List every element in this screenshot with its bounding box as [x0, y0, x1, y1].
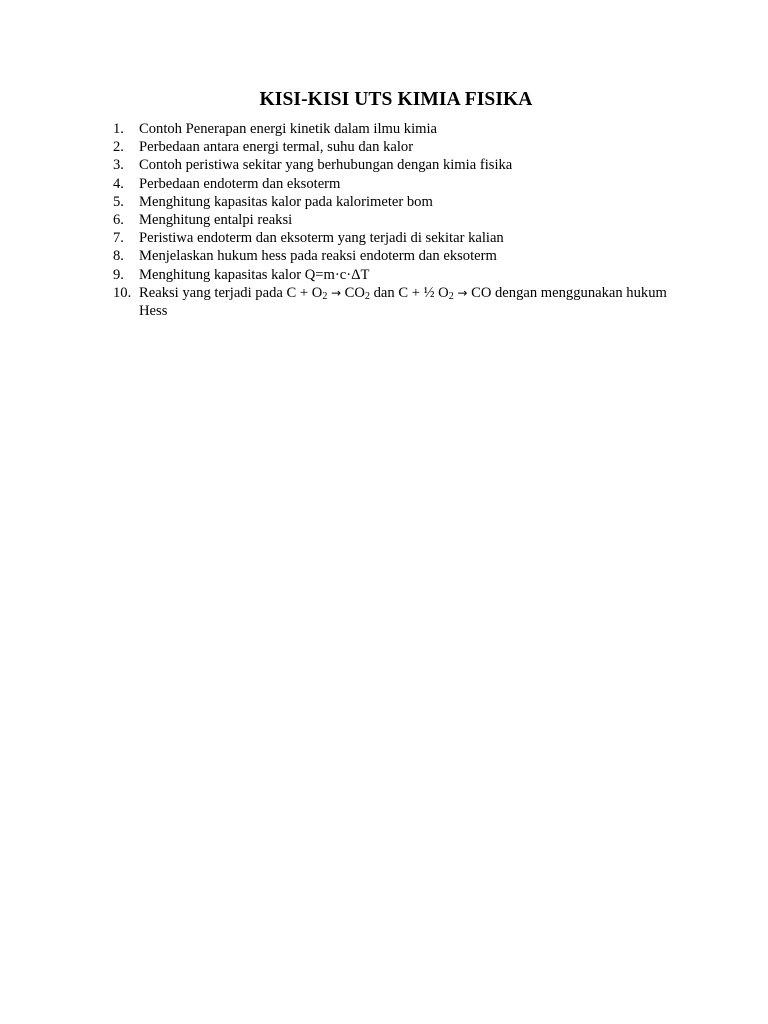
- list-item: [113, 266, 683, 284]
- item-text: Perbedaan antara energi termal, suhu dan kalor: [139, 139, 414, 156]
- list-item: [113, 229, 683, 247]
- subscript: 2: [448, 290, 454, 302]
- item-text: Menghitung entalpi reaksi: [139, 212, 293, 229]
- list-item: [113, 193, 683, 211]
- item-text: Peristiwa endoterm dan eksoterm yang terjadi di sekitar kalian: [139, 230, 504, 247]
- item-text: Menghitung kapasitas kalor Q=m·c·ΔT: [139, 266, 370, 283]
- list-item: [113, 284, 683, 320]
- item-number: 5.: [113, 193, 124, 210]
- item-text: Contoh Penerapan energi kinetik dalam ilmu kimia: [139, 121, 438, 137]
- subscript: 2: [364, 290, 370, 302]
- item-number: 6.: [113, 212, 124, 229]
- reaction-text-part: Reaksi yang terjadi pada C + O: [139, 284, 323, 301]
- item-number: 4.: [113, 175, 124, 192]
- item-text: Perbedaan endoterm dan eksoterm: [139, 175, 341, 192]
- list-item: [113, 138, 683, 156]
- item-number: 7.: [113, 230, 124, 247]
- item-text: Menjelaskan hukum hess pada reaksi endoterm dan eksoterm: [139, 248, 497, 265]
- list-item: [113, 156, 683, 174]
- reaction-text-part: CO dengan menggunakan hukum Hess: [139, 284, 667, 320]
- reaction-arrow: →: [457, 285, 468, 300]
- item-number: 3.: [113, 157, 124, 174]
- item-number: 8.: [113, 248, 124, 265]
- item-number: 10.: [113, 284, 132, 301]
- list-item: [113, 247, 683, 265]
- reaction-text-part: dan C + ½ O: [369, 284, 449, 301]
- list-item: [113, 120, 683, 138]
- reaction-arrow: →: [330, 285, 342, 300]
- exam-topic-list: [113, 120, 683, 320]
- reaction-text-part: CO: [341, 284, 365, 301]
- item-text: Menghitung kapasitas kalor pada kalorimeter bom: [139, 193, 433, 210]
- item-text: Contoh peristiwa sekitar yang berhubungan dengan kimia fisika: [139, 157, 513, 174]
- list-item: [113, 175, 683, 193]
- item-number: 1.: [113, 121, 124, 137]
- item-number: 9.: [113, 266, 124, 283]
- page-title: KISI-KISI UTS KIMIA FISIKA: [259, 89, 533, 110]
- list-item: [113, 211, 683, 229]
- item-number: 2.: [113, 139, 124, 156]
- subscript: 2: [322, 290, 328, 302]
- item-text-reaction: [139, 284, 683, 320]
